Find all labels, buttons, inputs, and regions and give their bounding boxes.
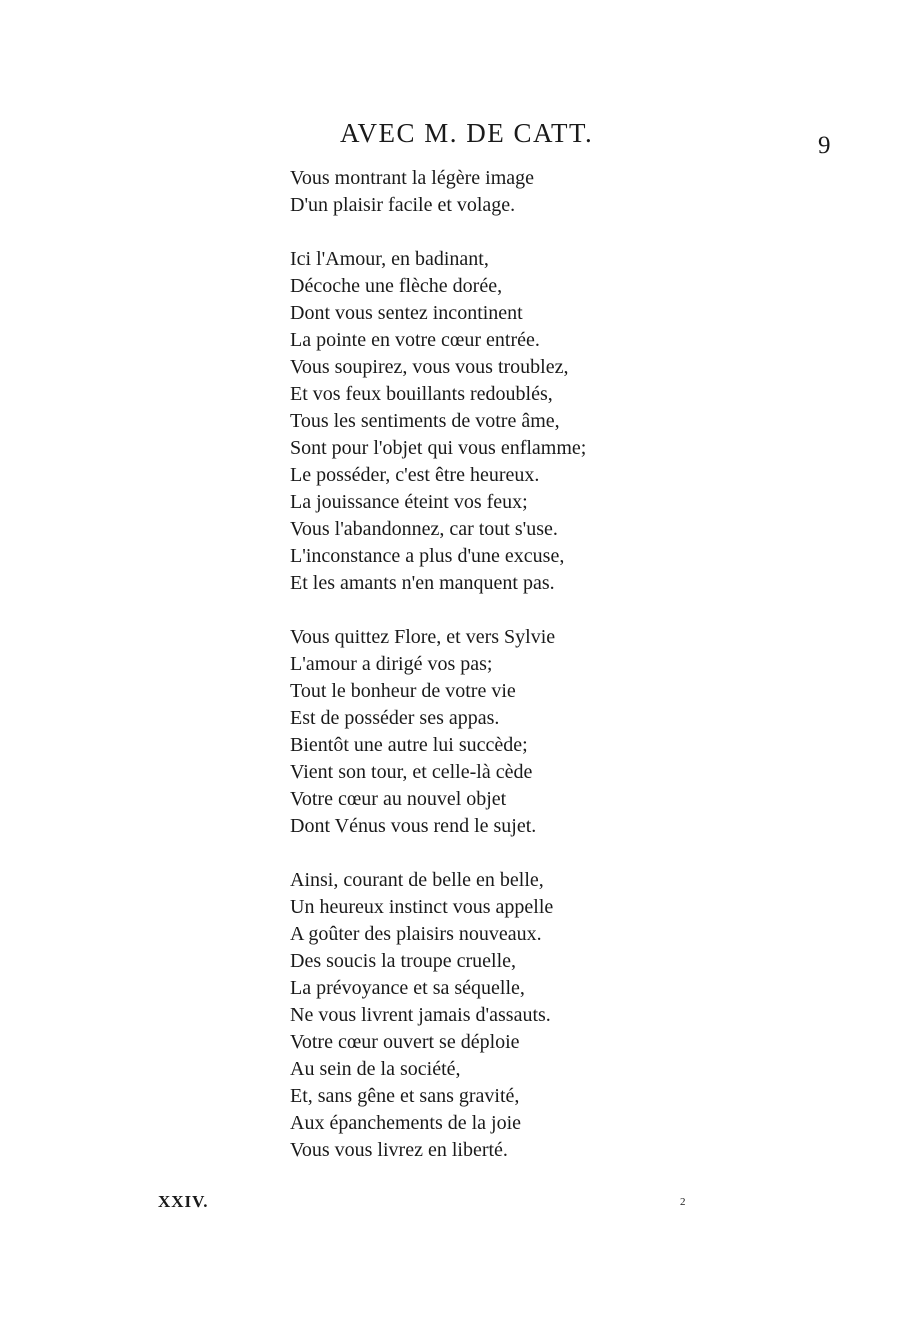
poem-line: Dont vous sentez incontinent — [290, 302, 523, 324]
poem-line: La prévoyance et sa séquelle, — [290, 977, 525, 999]
poem-line: Vous soupirez, vous vous troublez, — [290, 356, 569, 378]
poem-line: La pointe en votre cœur entrée. — [290, 329, 540, 351]
poem-line: Vous quittez Flore, et vers Sylvie — [290, 626, 556, 648]
running-head: AVEC M. DE CATT. — [340, 118, 594, 148]
stanza-2 — [290, 246, 850, 597]
poem-line: A goûter des plaisirs nouveaux. — [290, 923, 542, 945]
poem-line: Ne vous livrent jamais d'assauts. — [290, 1004, 551, 1026]
poem-line: Sont pour l'objet qui vous enflamme; — [290, 437, 587, 459]
poem-line: La jouissance éteint vos feux; — [290, 491, 528, 513]
poem-line: Ici l'Amour, en badinant, — [290, 248, 489, 270]
stanza-1 — [290, 165, 850, 219]
poem-line: Des soucis la troupe cruelle, — [290, 950, 517, 972]
poem-line: Tous les sentiments de votre âme, — [290, 410, 560, 432]
poem-line: Un heureux instinct vous appelle — [290, 896, 554, 918]
stanza-4 — [290, 867, 850, 1164]
poem-line: Vous vous livrez en liberté. — [290, 1139, 508, 1161]
poem-line: Est de posséder ses appas. — [290, 707, 500, 729]
poem-line: Ainsi, courant de belle en belle, — [290, 869, 544, 891]
poem-line: L'inconstance a plus d'une excuse, — [290, 545, 565, 567]
poem-line: Le posséder, c'est être heureux. — [290, 464, 540, 486]
poem-line: Tout le bonheur de votre vie — [290, 680, 516, 702]
poem-line: Vous montrant la légère image — [290, 167, 535, 189]
poem-line: Aux épanchements de la joie — [290, 1112, 522, 1134]
poem-line: Votre cœur au nouvel objet — [290, 788, 507, 810]
poem-line: Bientôt une autre lui succède; — [290, 734, 528, 756]
poem-line: Et les amants n'en manquent pas. — [290, 572, 555, 594]
poem-line: Dont Vénus vous rend le sujet. — [290, 815, 537, 837]
poem-line: L'amour a dirigé vos pas; — [290, 653, 493, 675]
stanza-3 — [290, 624, 850, 840]
poem-line: Vous l'abandonnez, car tout s'use. — [290, 518, 558, 540]
poem-line: D'un plaisir facile et volage. — [290, 194, 516, 216]
poem-line: Et, sans gêne et sans gravité, — [290, 1085, 520, 1107]
poem-body — [290, 165, 850, 1191]
poem-line: Décoche une flèche dorée, — [290, 275, 503, 297]
sheet-number: 2 — [680, 1196, 686, 1208]
poem-line: Vient son tour, et celle-là cède — [290, 761, 533, 783]
poem-line: Au sein de la société, — [290, 1058, 461, 1080]
page-number: 9 — [818, 132, 831, 159]
signature-mark: XXIV. — [158, 1192, 209, 1211]
poem-line: Votre cœur ouvert se déploie — [290, 1031, 520, 1053]
poem-line: Et vos feux bouillants redoublés, — [290, 383, 553, 405]
